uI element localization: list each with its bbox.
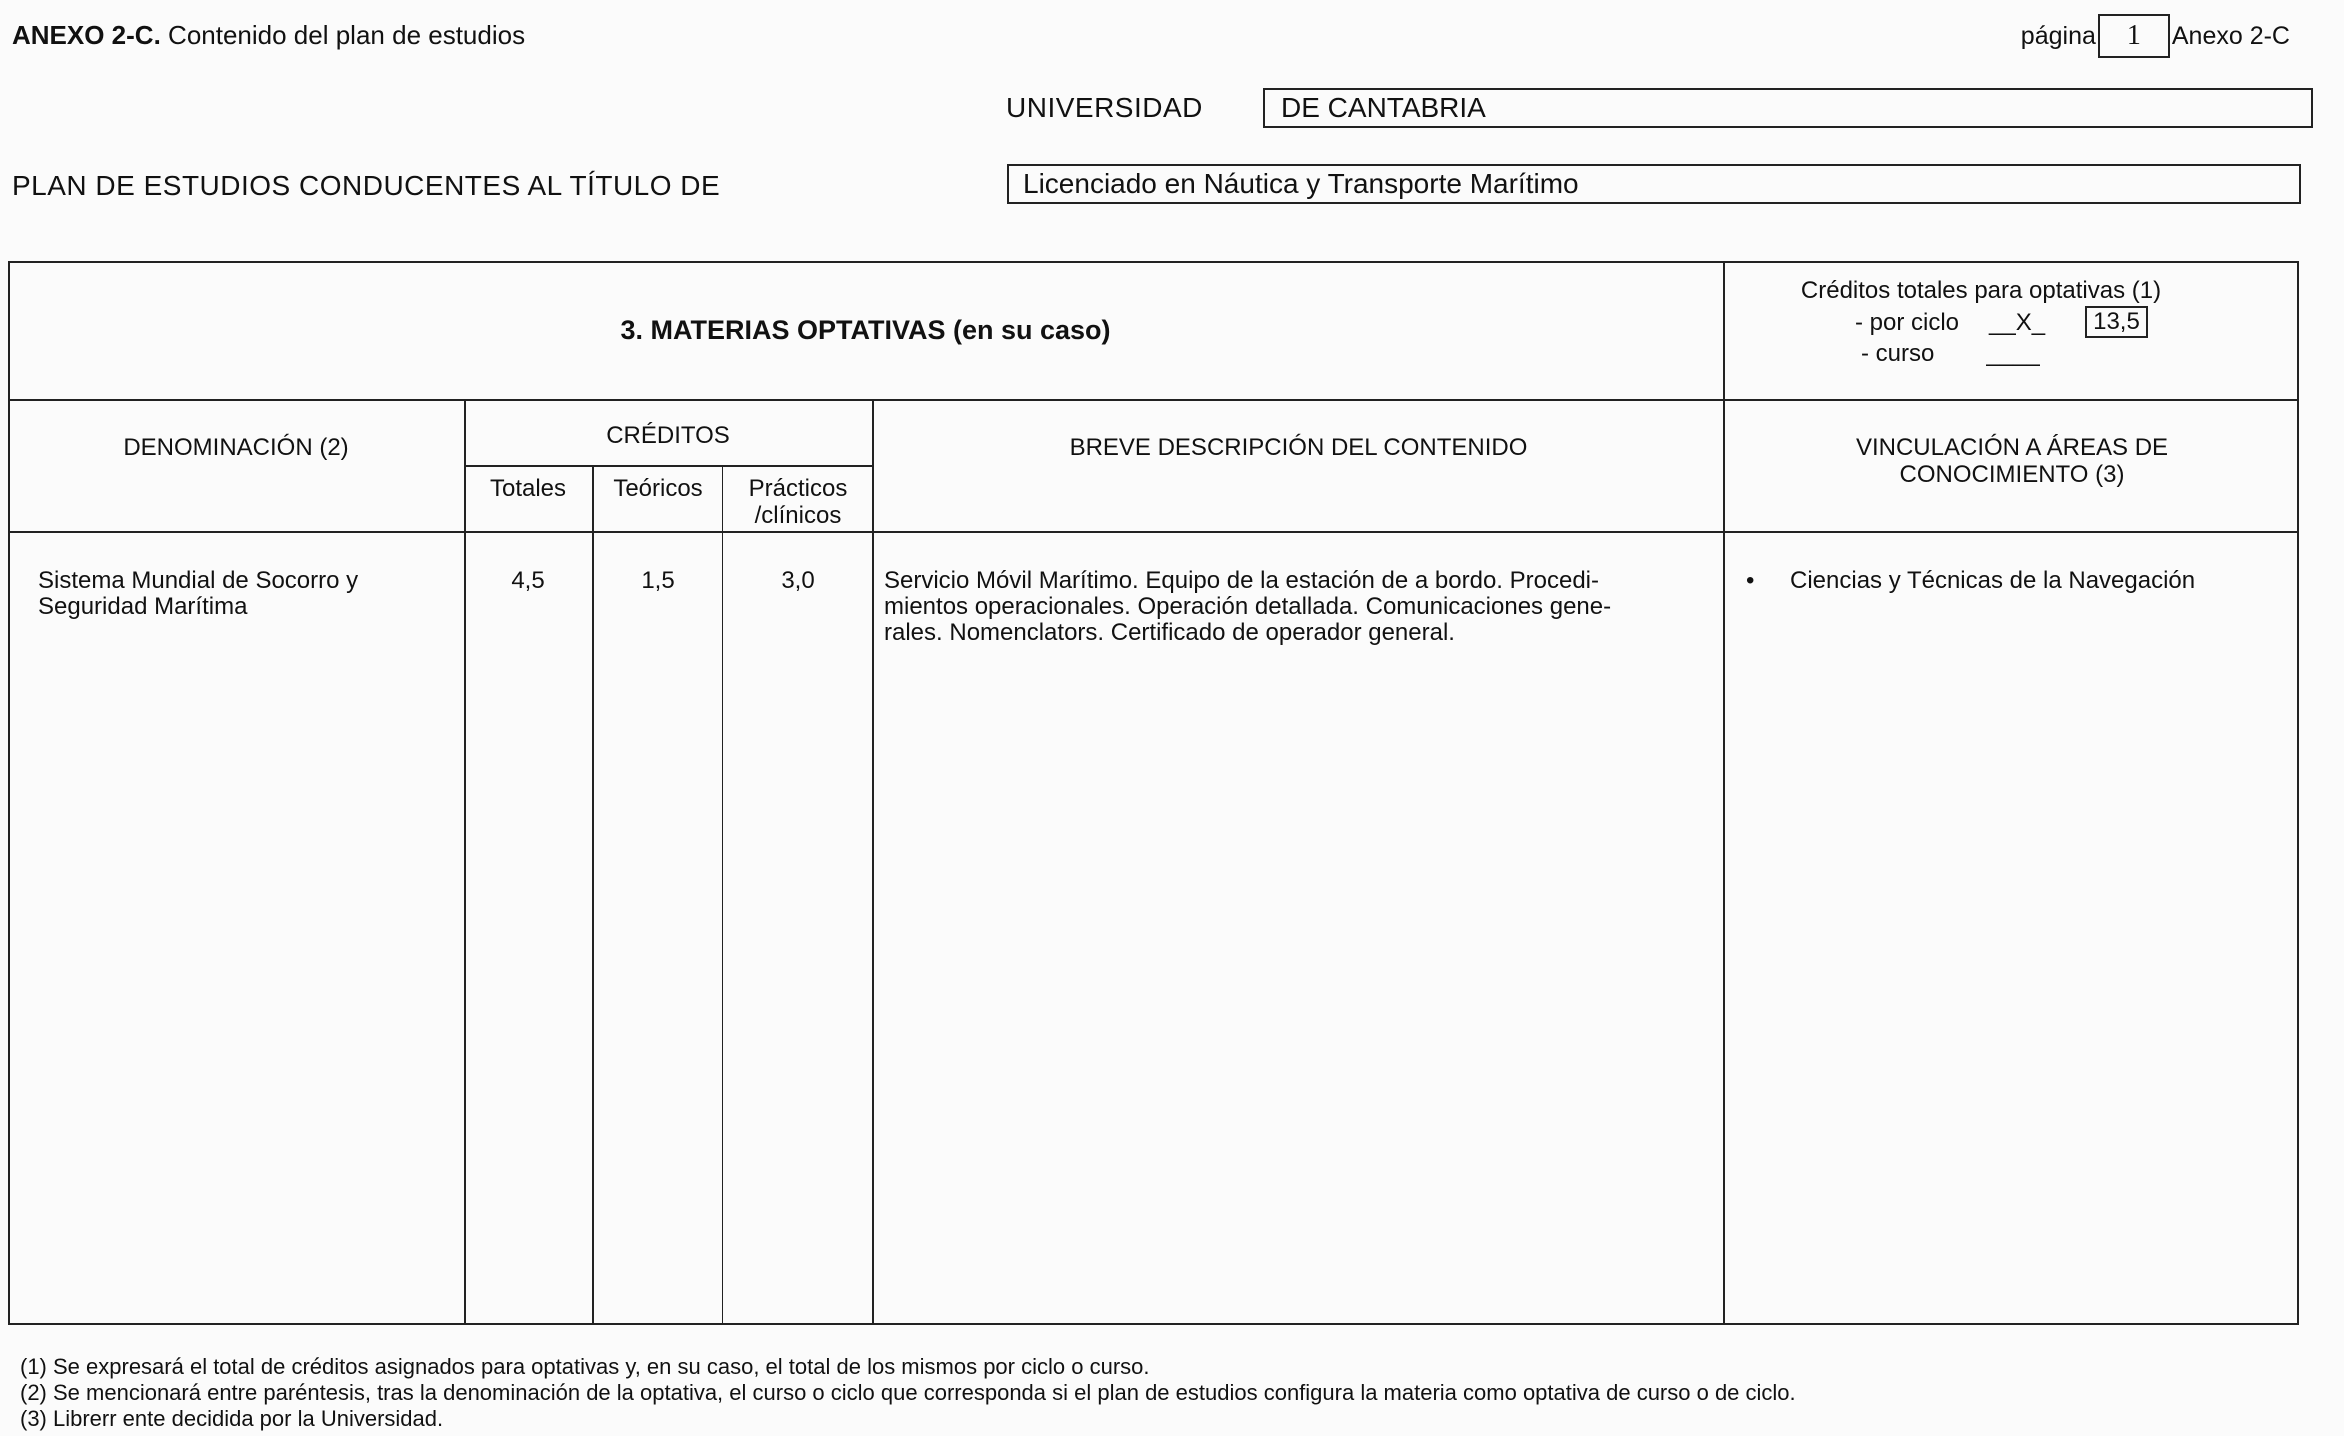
credits-total-label: Créditos totales para optativas (1) bbox=[1800, 277, 2162, 304]
row-area bbox=[1746, 568, 2286, 594]
row-area-text: Ciencias y Técnicas de la Navegación bbox=[1790, 567, 2196, 594]
footnote-2: (2) Se mencionará entre paréntesis, tras la denominación de la optativa, el curso o ciclo que corresponda si el plan de estudios configura la materia como optativa de curso o de ciclo. bbox=[20, 1380, 1796, 1405]
bullet: • bbox=[1746, 567, 1755, 594]
section-title: 3. MATERIAS OPTATIVAS (en su caso) bbox=[620, 314, 1111, 345]
plan-label: PLAN DE ESTUDIOS CONDUCENTES AL TÍTULO DE bbox=[12, 170, 721, 201]
row-descripcion bbox=[884, 568, 1714, 646]
per-course-mark: ____ bbox=[1986, 340, 2040, 367]
table-divider-body bbox=[8, 531, 2299, 533]
row-desc-line3: rales. Nomenclators. Certificado de operador general. bbox=[884, 619, 1455, 646]
column-divider-credits bbox=[872, 399, 874, 1325]
footnotes bbox=[20, 1354, 1796, 1432]
row-totales: 4,5 bbox=[511, 567, 545, 594]
optional-subjects-table bbox=[8, 261, 2299, 1325]
col-vinculacion-line2: CONOCIMIENTO (3) bbox=[1899, 461, 2125, 488]
row-denominacion bbox=[38, 568, 458, 620]
col-practicos-line1: Prácticos bbox=[748, 475, 848, 502]
column-divider-totales bbox=[592, 465, 594, 1325]
footnote-1: (1) Se expresará el total de créditos asignados para optativas y, en su caso, el total de los mismos por ciclo o curso. bbox=[20, 1354, 1150, 1379]
col-creditos: CRÉDITOS bbox=[606, 422, 730, 449]
annex-tag: Anexo 2-C bbox=[2171, 21, 2290, 50]
col-vinculacion bbox=[1725, 434, 2299, 488]
annex-subtitle: Contenido del plan de estudios bbox=[168, 20, 526, 50]
row-name-line2: Seguridad Marítima bbox=[38, 593, 248, 620]
per-course-label: - curso bbox=[1861, 340, 1935, 367]
university-label: UNIVERSIDAD bbox=[1006, 92, 1203, 123]
column-divider-teoricos bbox=[722, 465, 723, 1325]
credits-subheader-line bbox=[464, 465, 874, 467]
page-number: 1 bbox=[2098, 14, 2170, 58]
col-descripcion: BREVE DESCRIPCIÓN DEL CONTENIDO bbox=[1069, 434, 1528, 461]
per-cycle-value: 13,5 bbox=[2085, 306, 2148, 338]
university-field: DE CANTABRIA bbox=[1263, 88, 2313, 128]
row-desc-line2: mientos operacionales. Operación detallada. Comunicaciones gene- bbox=[884, 593, 1612, 620]
table-divider-header bbox=[8, 399, 2299, 401]
annex-code: ANEXO 2-C. bbox=[12, 20, 161, 50]
row-teoricos: 1,5 bbox=[641, 567, 675, 594]
credits-summary bbox=[1723, 275, 2299, 369]
page-indicator bbox=[2021, 14, 2290, 58]
col-vinculacion-line1: VINCULACIÓN A ÁREAS DE bbox=[1855, 434, 2169, 461]
column-divider-description-areas bbox=[1723, 261, 1725, 1325]
footnote-3: (3) Librerr ente decidida por la Universidad. bbox=[20, 1406, 444, 1431]
per-cycle-label: - por ciclo bbox=[1855, 308, 1960, 336]
per-cycle-mark: __X_ bbox=[1989, 308, 2046, 336]
col-practicos-line2: /clínicos bbox=[754, 502, 842, 529]
col-teoricos: Teóricos bbox=[613, 475, 703, 502]
row-practicos: 3,0 bbox=[781, 567, 815, 594]
page-label: página bbox=[2020, 21, 2096, 50]
row-name-line1: Sistema Mundial de Socorro y bbox=[38, 567, 359, 594]
row-desc-line1: Servicio Móvil Marítimo. Equipo de la estación de a bordo. Procedi- bbox=[884, 567, 1600, 594]
col-totales: Totales bbox=[489, 475, 567, 502]
column-divider-name bbox=[464, 399, 466, 1325]
col-practicos bbox=[723, 475, 873, 529]
annex-header bbox=[12, 20, 525, 51]
col-denominacion: DENOMINACIÓN (2) bbox=[123, 434, 349, 461]
degree-title-field: Licenciado en Náutica y Transporte Marítimo bbox=[1007, 164, 2301, 204]
